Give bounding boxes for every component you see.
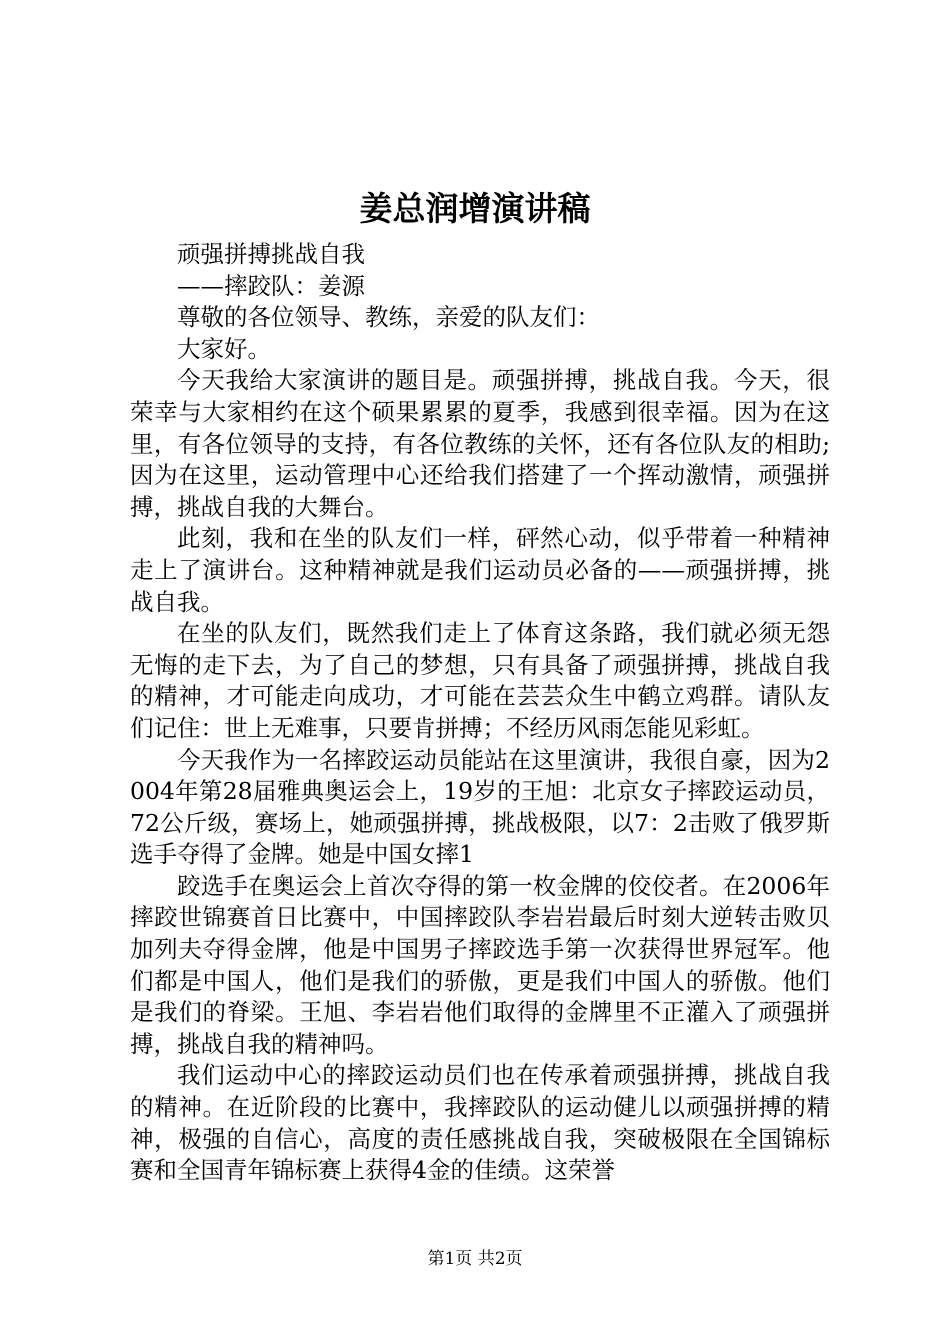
paragraph: 我们运动中心的摔跤运动员们也在传承着顽强拼搏，挑战自我的精神。在近阶段的比赛中，我摔跤队的运动健儿以顽强拼搏的精神，极强的自信心，高度的责任感挑战自我，突破极限在全国锦标赛和全国青年锦标赛上获得4金的佳绩。这荣誉 — [130, 1061, 830, 1185]
paragraph: 此刻，我和在坐的队友们一样，砰然心动，似乎带着一种精神走上了演讲台。这种精神就是我们运动员必备的——顽强拼搏，挑战自我。 — [130, 524, 830, 616]
paragraph: 顽强拼搏挑战自我 — [177, 240, 365, 268]
paragraph: 今天我给大家演讲的题目是。顽强拼搏，挑战自我。今天，很荣幸与大家相约在这个硕果累累的夏季，我感到很幸福。因为在这里，有各位领导的支持，有各位教练的关怀，还有各位队友的相助;因为在这里，运动管理中心还给我们搭建了一个挥动激情，顽强拼搏，挑战自我的大舞台。 — [130, 366, 830, 521]
paragraph: 跤选手在奥运会上首次夺得的第一枚金牌的佼佼者。在2006年摔跤世锦赛首日比赛中，中国摔跤队李岩岩最后时刻大逆转击败贝加列夫夺得金牌，他是中国男子摔跤选手第一次获得世界冠军。他们都是中国人，他们是我们的骄傲，更是我们中国人的骄傲。他们是我们的脊梁。王旭、李岩岩他们取得的金牌里不正灌入了顽强拼搏，挑战自我的精神吗。 — [130, 871, 830, 1058]
paragraph: 今天我作为一名摔跤运动员能站在这里演讲，我很自豪，因为2004年第28届雅典奥运会上，19岁的王旭：北京女子摔跤运动员，72公斤级，赛场上，她顽强拼搏，挑战极限，以7：2击败了俄罗斯选手夺得了金牌。她是中国女摔1 — [130, 745, 830, 869]
paragraph: 尊敬的各位领导、教练，亲爱的队友们： — [177, 303, 600, 332]
page-footer: 第1页 共2页 — [427, 1249, 523, 1269]
document-title: 姜总润增演讲稿 — [359, 189, 591, 228]
document-body — [130, 239, 830, 1187]
paragraph: ——摔跤队：姜源 — [177, 271, 365, 300]
paragraph: 大家好。 — [177, 334, 271, 363]
paragraph: 在坐的队友们，既然我们走上了体育这条路，我们就必须无怨无悔的走下去，为了自己的梦想，只有具备了顽强拼搏，挑战自我的精神，才可能走向成功，才可能在芸芸众生中鹤立鸡群。请队友们记住：世上无难事，只要肯拼搏；不经历风雨怎能见彩虹。 — [130, 619, 830, 742]
